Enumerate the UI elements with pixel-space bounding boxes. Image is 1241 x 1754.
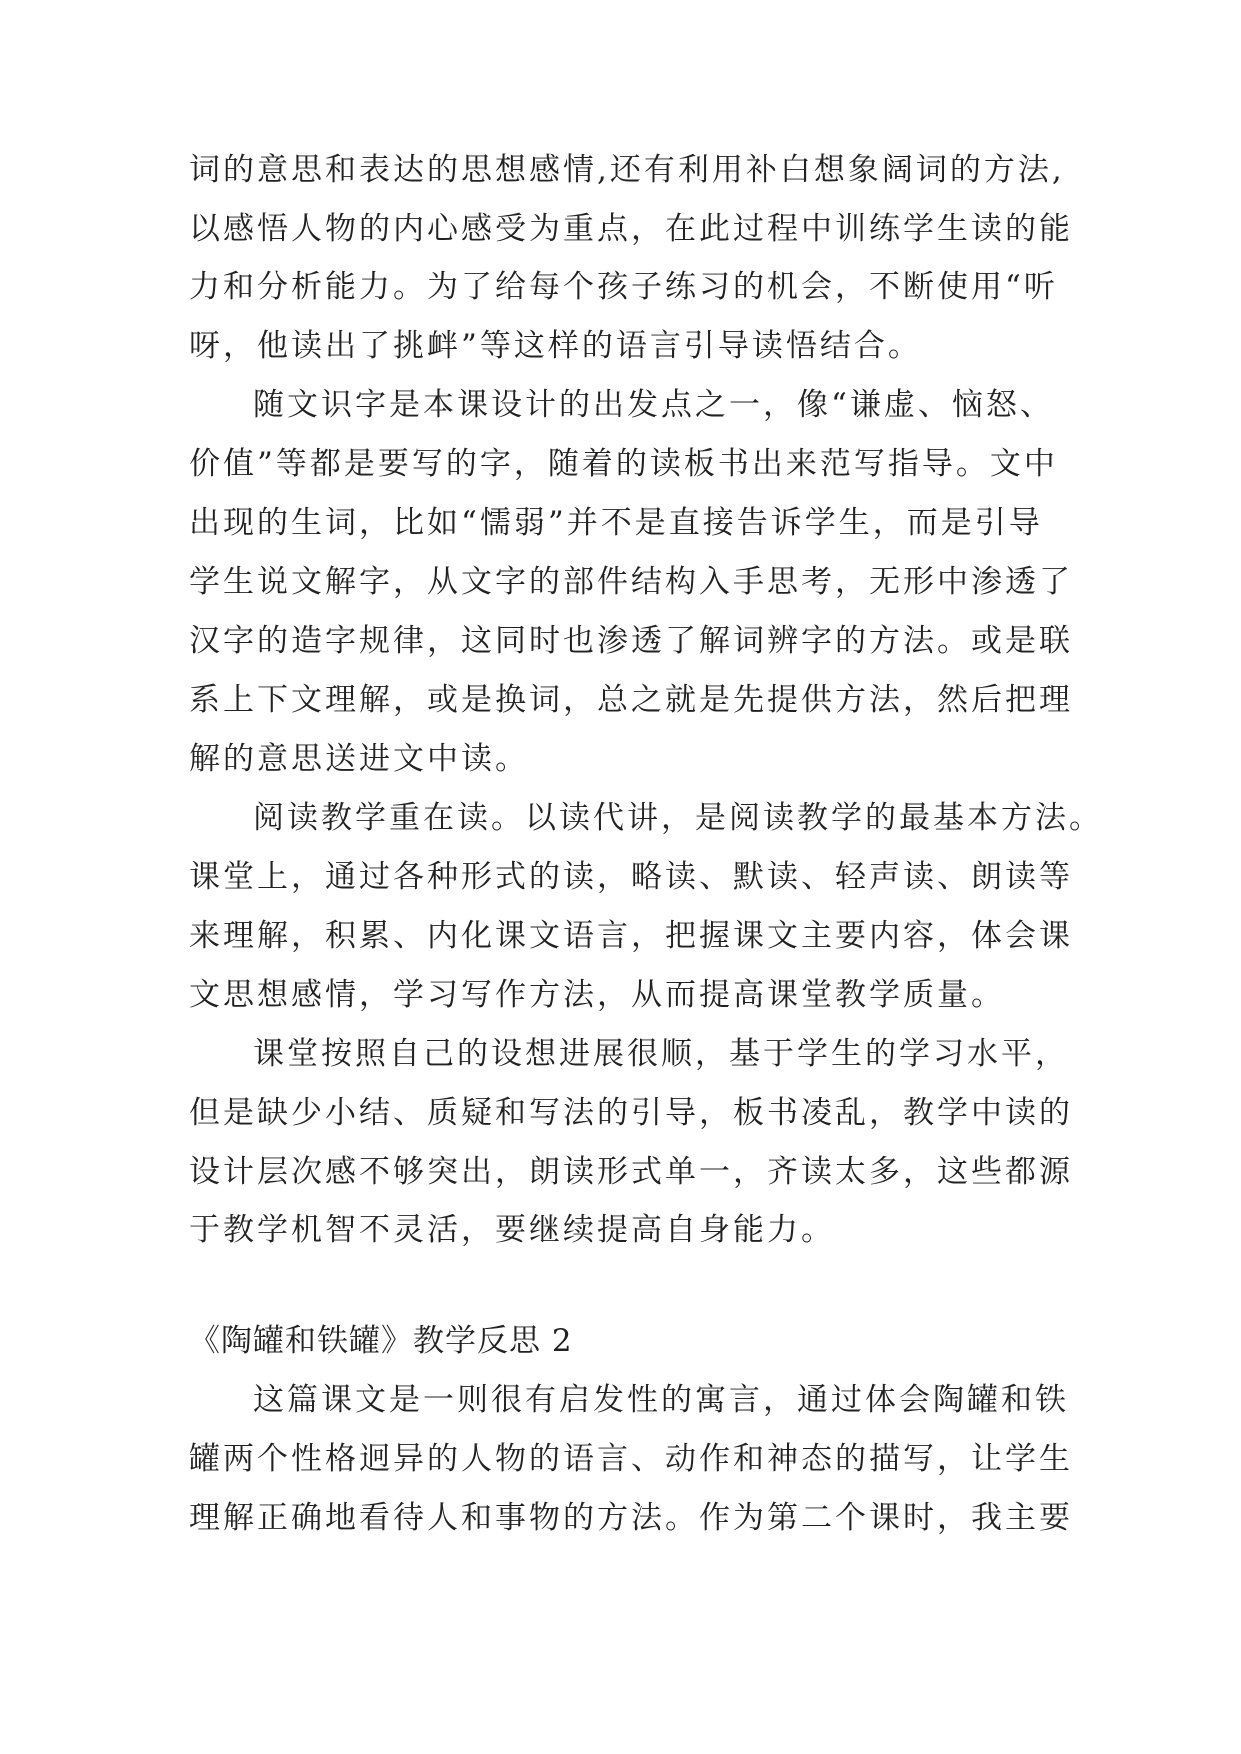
text-line: 来理解，积累、内化课文语言，把握课文主要内容，体会课: [189, 918, 1073, 954]
text-line: 汉字的造字规律，这同时也渗透了解词辨字的方法。或是联: [189, 623, 1073, 659]
text-line: 词的意思和表达的思想感情,还有利用补白想象阔词的方法,: [189, 152, 1065, 188]
paragraph-first-line: 阅读教学重在读。以读代讲，是阅读教学的最基本方法。: [253, 800, 1103, 836]
paragraph-first-line: 课堂按照自己的设想进展很顺，基于学生的学习水平，: [253, 1036, 1069, 1072]
text-line: 但是缺少小结、质疑和写法的引导，板书凌乱，教学中读的: [189, 1095, 1073, 1131]
text-line: 罐两个性格迥异的人物的语言、动作和神态的描写，让学生: [189, 1441, 1073, 1477]
text-line: 理解正确地看待人和事物的方法。作为第二个课时，我主要: [189, 1500, 1073, 1536]
paragraph-first-line: 这篇课文是一则很有启发性的寓言，通过体会陶罐和铁: [253, 1382, 1069, 1418]
text-line: 出现的生词，比如“懦弱”并不是直接告诉学生，而是引导: [189, 505, 1043, 541]
text-line: 呀，他读出了挑衅”等这样的语言引导读悟结合。: [189, 328, 922, 364]
text-line: 设计层次感不够突出，朗读形式单一，齐读太多，这些都源: [189, 1154, 1073, 1190]
text-line: 学生说文解字，从文字的部件结构入手思考，无形中渗透了: [189, 564, 1073, 600]
text-line: 于教学机智不灵活，要继续提高自身能力。: [189, 1212, 835, 1248]
section-heading: 《陶罐和铁罐》教学反思 2: [189, 1323, 573, 1359]
text-line: 力和分析能力。为了给每个孩子练习的机会，不断使用“听: [189, 269, 1058, 305]
paragraph-first-line: 随文识字是本课设计的出发点之一，像“谦虚、恼怒、: [253, 387, 1054, 423]
text-line: 课堂上，通过各种形式的读，略读、默读、轻声读、朗读等: [189, 859, 1073, 895]
text-line: 文思想感情，学习写作方法，从而提高课堂教学质量。: [189, 977, 1005, 1013]
text-line: 价值”等都是要写的字，随着的读板书出来范写指导。文中: [189, 446, 1058, 482]
text-line: 系上下文理解，或是换词，总之就是先提供方法，然后把理: [189, 682, 1073, 718]
text-line: 以感悟人物的内心感受为重点，在此过程中训练学生读的能: [189, 211, 1073, 247]
text-line: 解的意思送进文中读。: [189, 741, 529, 777]
